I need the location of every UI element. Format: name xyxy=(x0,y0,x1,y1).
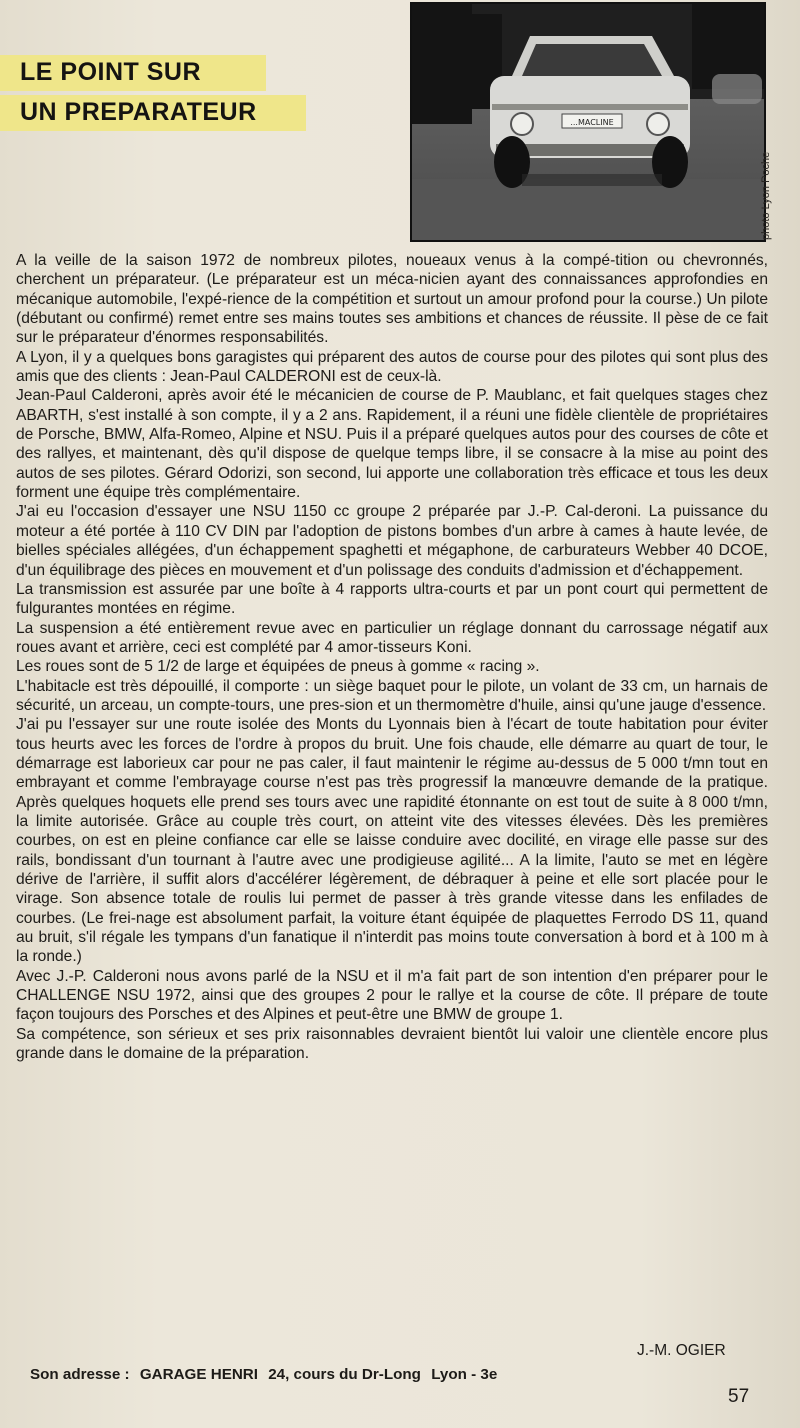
paragraph: J'ai pu l'essayer sur une route isolée des Monts du Lyonnais bien à l'écart de toute habitation pour éviter tous heurts avec les forces de l'ordre à propos du bruit. Une fois chaude, elle démarre au quart de tour, le démarrage est laborieux car pour ne pas caler, il faut maintenir le régime au-dessus de 5 000 t/mn tout en embrayant et comme l'embrayage course n'est pas très progressif la manœuvre demande de la pratique. Après quelques hoquets elle prend ses tours avec une rapidité étonnante on est tout de suite à 8 000 t/mn, la limite autorisée. Grâce au couple très court, on atteint vite des vitesses élevées. Dès les premières courbes, on est en pleine confiance car elle se laisse conduire avec docilité, en virage elle passe sur des rails, bondissant d'un tournant à l'autre avec une prodigieuse agilité... A la limite, l'auto se met en légère dérive de l'arrière, il suffit alors d'accélérer légèrement, de débraquer à peine et elle sort placée pour le virage. Son absence totale de roulis lui permet de passer à très grande vitesse dans les enfilades de courbes. (Le frei-nage est absolument parfait, la voiture étant équipée de plaquettes Ferrodo DS 11, quand au bruit, s'il régale les tympans d'un fanatique il n'interdit pas moins toute conversation à bord et à 100 m à la ronde.) xyxy=(16,716,768,966)
paragraph: J'ai eu l'occasion d'essayer une NSU 1150 cc groupe 2 préparée par J.-P. Cal-deroni. La puissance du moteur a été portée à 110 CV DIN par l'adoption de pistons bombes d'un arbre à cames à haute levée, de bielles spéciales allégées, d'un échappement spaghetti et mégaphone, de carburateurs Webber 40 DCOE, d'un équilibrage des pièces en mouvement et d'un polissage des conduits d'admission et d'échappement. xyxy=(16,503,768,579)
address-name: GARAGE HENRI xyxy=(139,1366,258,1383)
paragraph: L'habitacle est très dépouillé, il comporte : un siège baquet pour le pilote, un volant de 33 cm, un harnais de sécurité, un arceau, un compte-tours, une pres-sion et un thermomètre d'huile, ainsi qu'une jauge d'essence. xyxy=(16,677,768,714)
address-line xyxy=(30,1366,503,1383)
paragraph: Sa compétence, son sérieux et ses prix raisonnables devraient bientôt lui valoir une clientèle encore plus grande dans le domaine de la préparation. xyxy=(16,1025,768,1063)
svg-text:...MACLINE: ...MACLINE xyxy=(570,118,614,127)
paragraph: A Lyon, il y a quelques bons garagistes qui préparent des autos de course pour des pilotes qui sont plus des amis que des clients : Jean-Paul CALDERONI est de ceux-là. xyxy=(16,348,768,386)
address-city: Lyon - 3e xyxy=(431,1366,498,1383)
paragraph: Avec J.-P. Calderoni nous avons parlé de la NSU et il m'a fait part de son intention d'en préparer pour le CHALLENGE NSU 1972, ainsi que des groupes 2 pour le rallye et la course de côte. Il prépare de toute façon toujours des Porsches et des Alpines et peut-être une BMW de groupe 1. xyxy=(16,967,768,1024)
address-street: 24, cours du Dr-Long xyxy=(268,1366,421,1383)
title-line-1: LE POINT SUR xyxy=(0,55,266,91)
page-number: 57 xyxy=(728,1386,750,1407)
address-label: Son adresse : xyxy=(30,1366,130,1383)
paragraph: Jean-Paul Calderoni, après avoir été le mécanicien de course de P. Maublanc, et fait quelques stages chez ABARTH, s'est installé à son compte, il y a 2 ans. Rapidement, il a réuni une fidèle clientèle de propriétaires de Porsche, BMW, Alfa-Romeo, Alpine et NSU. Puis il a préparé quelques autos pour des courses de côte et des rallyes, et maintenant, dès qu'il dispose de quelque temps libre, il se consacre à la mise au point des autos de ses pilotes. Gérard Odorizi, son second, lui apporte une collaboration très efficace et tous les deux forment une équipe très complémentaire. xyxy=(16,387,768,502)
photo-credit: photo Lyon Poche xyxy=(760,151,772,240)
article-title xyxy=(0,55,400,131)
paragraph: A la veille de la saison 1972 de nombreux pilotes, noueaux venus à la compé-tition ou chevronnés, cherchent un préparateur. (Le préparateur est un méca-nicien ayant des connaissances approfondies en mécanique automobile, l'expé-rience de la compétition et surtout un amour profond pour la course.) Un pilote (débutant ou confirmé) remet entre ses mains toutes ses ambitions et chances de réussite. Il pèse de ce fait sur le préparateur d'énormes responsabilités. xyxy=(16,252,768,347)
paragraph: Les roues sont de 5 1/2 de large et équipées de pneus à gomme « racing ». xyxy=(16,658,540,676)
paragraph: La suspension a été entièrement revue avec en particulier un réglage donnant du carrossage négatif aux roues avant et arrière, ceci est complété par 4 amor-tisseurs Koni. xyxy=(16,619,768,656)
race-car-illustration xyxy=(412,4,764,240)
paragraph: La transmission est assurée par une boîte à 4 rapports ultra-courts et par un pont court qui permettent de fulgurantes montées en régime. xyxy=(16,580,768,618)
title-line-2: UN PREPARATEUR xyxy=(0,95,306,131)
author-signature: J.-M. OGIER xyxy=(637,1342,726,1359)
article-body xyxy=(16,251,768,1063)
race-car-photo xyxy=(410,2,766,242)
